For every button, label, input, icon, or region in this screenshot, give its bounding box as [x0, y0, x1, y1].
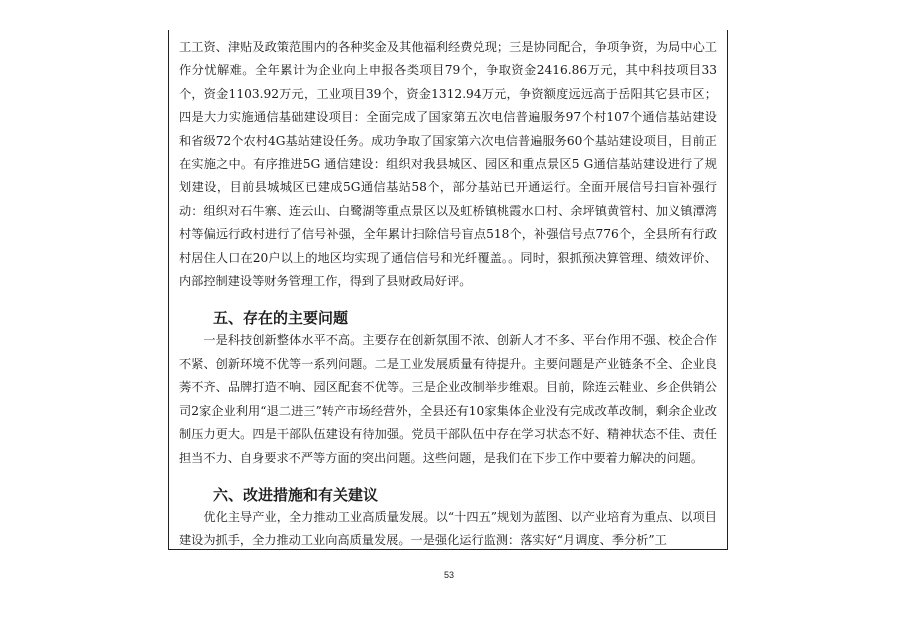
section-heading-5: 五、存在的主要问题 — [213, 309, 349, 328]
paragraph-problems: 一是科技创新整体水平不高。主要存在创新氛围不浓、创新人才不多、平台作用不强、校企合作不紧、创新环境不优等一系列问题。二是工业发展质量有待提升。主要问题是产业链条不全、企业良莠不齐、品牌打造不响、园区配套不优等。三是企业改制举步维艰。目前，除连云鞋业、乡企供销公司2家企业利用“退二进三”转产市场经营外，全县还有10家集体企业没有完成改革改制，剩余企业改制压力更大。四是干部队伍建设有待加强。党员干部队伍中存在学习状态不好、精神状态不佳、责任担当不力、自身要求不严等方面的突出问题。这些问题，是我们在下步工作中要着力解决的问题。 — [179, 333, 717, 465]
paragraph-measures: 优化主导产业，全力推动工业高质量发展。以“十四五”规划为蓝图、以产业培育为重点、以项目建设为抓手，全力推动工业向高质量发展。一是强化运行监测：落实好“月调度、季分析”工 — [179, 509, 717, 548]
page-content-frame — [168, 30, 728, 550]
section-heading-6: 六、改进措施和有关建议 — [213, 485, 379, 504]
page-number: 53 — [443, 570, 454, 580]
paragraph-continued: 工工资、津贴及政策范围内的各种奖金及其他福利经费兑现；三是协同配合，争项争资，为局中心工作分忧解难。全年累计为企业向上申报各类项目79个，争取资金2416.86万元，其中科技项目33个，资金1103.92万元，工业项目39个，资金1312.94万元，争资额度远远高于岳阳其它县市区；四是大力实施通信基础建设项目：全面完成了国家第五次电信普遍服务97个村107个通信基站建设和省级72个农村4G基站建设任务。成功争取了国家第六次电信普遍服务60个基站建设项目，目前正在实施之中。有序推进5G 通信建设：组织对我县城区、园区和重点景区5 G通信基站建设进行了规划建设，目前县城城区已建成5G通信基站58个，部分基站已开通运行。全面开展信号扫盲补强行动：组织对石牛寨、连云山、白鹭湖等重点景区以及虹桥镇桃霞水口村、余坪镇黄管村、加义镇潭湾村等偏远行政村进行了信号补强，全年累计扫除信号盲点518个，补强信号点776个，全县所有行政村居住人口在20户以上的地区均实现了通信信号和光纤覆盖。。同时，狠抓预决算管理、绩效评价、内部控制建设等财务管理工作，得到了县财政局好评。 — [179, 40, 717, 289]
